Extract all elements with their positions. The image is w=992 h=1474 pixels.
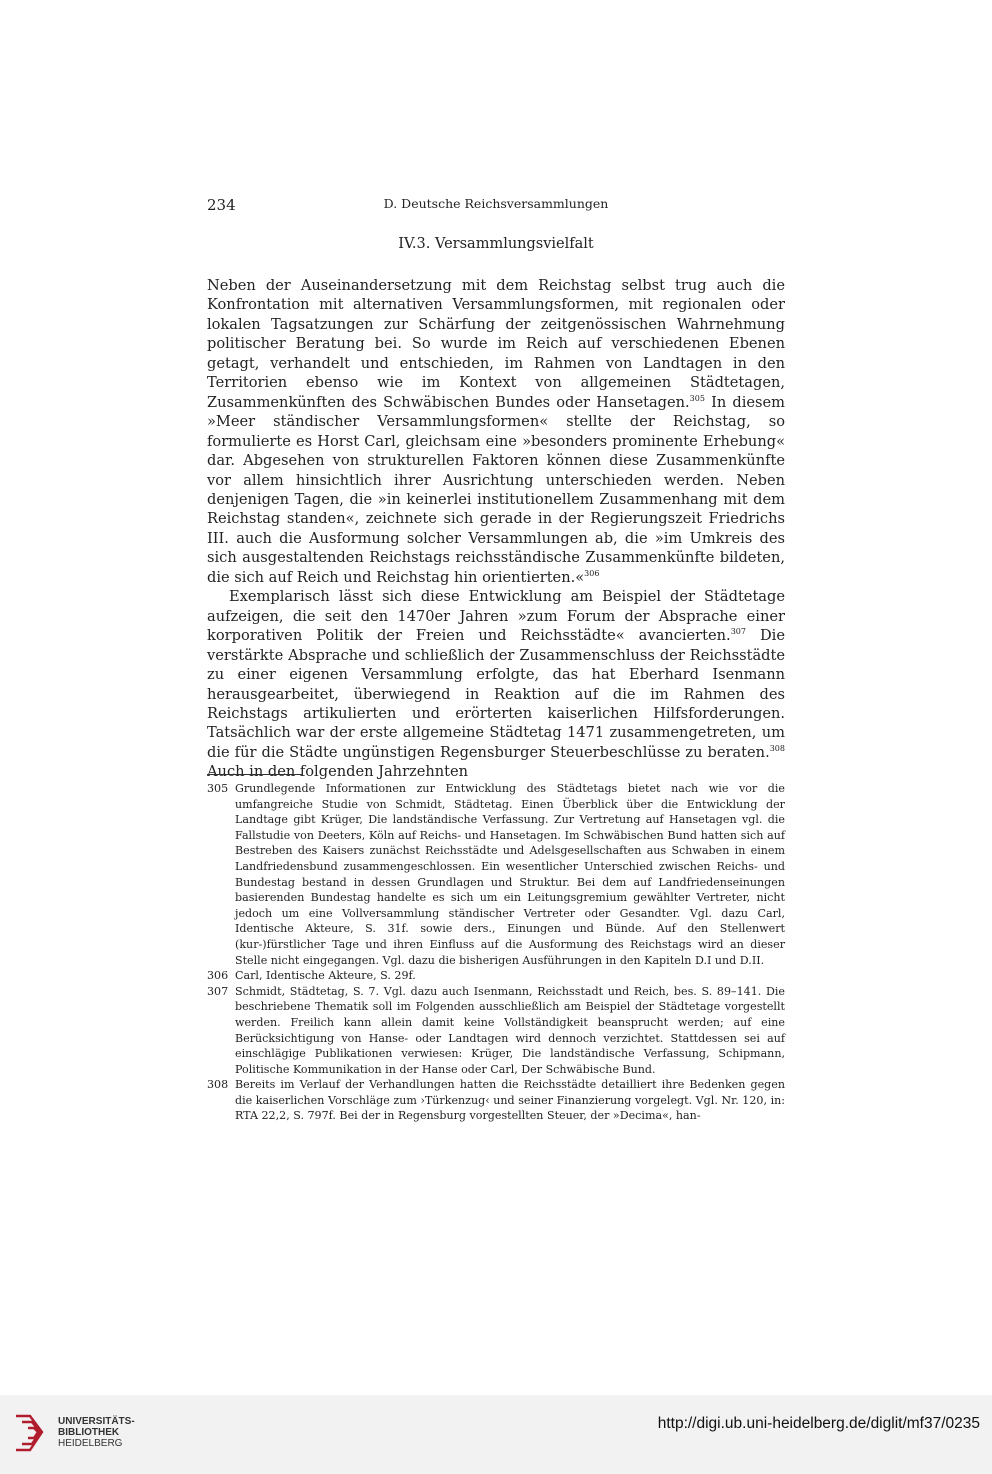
library-logo-icon[interactable] xyxy=(8,1410,56,1456)
library-name-line-2: BIBLIOTHEK xyxy=(58,1427,120,1438)
page-number: 234 xyxy=(207,196,236,214)
footnote-number: 307 xyxy=(207,984,229,998)
footnote-307 xyxy=(207,984,785,1078)
footnotes xyxy=(207,781,785,1124)
paragraph-2-part-a: Exemplarisch lässt sich diese Entwicklung am Beispiel der Städtetage aufzeigen, die seit den 1470er Jahren »zum Forum der Absprache einer korporativen Politik der Freien und Reichsstädte« avancierten. xyxy=(207,588,785,645)
footnote-ref-308[interactable]: 308 xyxy=(769,743,785,753)
paragraph-2 xyxy=(207,587,785,782)
permalink-url[interactable]: http://digi.ub.uni-heidelberg.de/diglit/mf37/0235 xyxy=(657,1415,980,1432)
paragraph-2-part-b: Die verstärkte Absprache und schließlich der Zusammenschluss der Reichsstädte zu einer eigenen Versammlung erfolgte, das hat Eberhard Isenmann herausgearbeitet, überwiegend in Reaktion auf die im Rahmen des Reichstags artikulierten und erörterten kaiserlichen Hilfsforderungen. Tatsächlich war der erste allgemeine Städtetag 1471 zusammengetreten, um die für die Städte ungünstigen Regensburger Steuerbeschlüsse zu beraten. xyxy=(207,627,785,761)
paragraph-2-part-c: Auch in den folgenden Jahrzehnten xyxy=(207,763,469,781)
running-title: D. Deutsche Reichsversammlungen xyxy=(383,196,609,211)
footnote-ref-305[interactable]: 305 xyxy=(689,393,705,403)
footnote-text: Schmidt, Städtetag, S. 7. Vgl. dazu auch Isenmann, Reichsstadt und Reich, bes. S. 89–141. Die beschriebene Thematik soll im Folgenden ausschließlich am Beispiel der Städtetage vorgestellt werden. Freilich kann allein damit keine Vollständigkeit beansprucht werden; auf eine Berücksichtigung von Hanse- oder Landtagen wird dennoch verzichtet. Stattdessen sei auf einschlägige Publikationen verwiesen: Krüger, Die landständische Verfassung, Schipmann, Politische Kommunikation in der Hanse oder Carl, Der Schwäbische Bund. xyxy=(235,984,785,1076)
footnote-number: 305 xyxy=(207,782,229,795)
footnote-number: 306 xyxy=(207,969,229,983)
footnote-305 xyxy=(207,781,785,968)
library-footer xyxy=(0,1395,992,1474)
footnote-divider xyxy=(207,774,303,775)
footnote-text: Bereits im Verlauf der Verhandlungen hatten die Reichsstädte detailliert ihre Bedenken gegen die kaiserlichen Vorschläge zum ›Türkenzug‹ und seiner Finanzierung vorgelegt. Vgl. Nr. 120, in: RTA 22,2, S. 797f. Bei der in Regensburg vorgestellten Steuer, der »Decima«, han- xyxy=(235,1078,785,1123)
footnote-ref-306[interactable]: 306 xyxy=(584,568,600,578)
footnote-306 xyxy=(207,968,785,984)
footnote-text: Carl, Identische Akteure, S. 29f. xyxy=(235,969,416,983)
library-name-line-3: HEIDELBERG xyxy=(58,1438,123,1449)
paragraph-1 xyxy=(207,276,785,587)
body-text xyxy=(207,276,785,782)
paragraph-1-part-b: In diesem »Meer ständischer Versammlungsformen« stellte der Reichstag, so formulierte es Horst Carl, gleichsam eine »besonders prominente Erhebung« dar. Abgesehen von strukturellen Faktoren können diese Zusammenkünfte vor allem hinsichtlich ihrer Ausrichtung unterschieden werden. Neben denjenigen Tagen, die »in keinerlei institutionellem Zusammenhang mit dem Reichstag standen«, zeichnete sich gerade in der Regierungszeit Friedrichs III. auch die Ausformung solcher Versammlungen ab, die »im Umkreis des sich ausgestaltenden Reichstags reichsständische Zusammenkünfte bildeten, die sich auf Reich und Reichstag hin orientierten.« xyxy=(207,393,785,586)
footnote-308 xyxy=(207,1077,785,1124)
library-name xyxy=(58,1416,135,1449)
running-head xyxy=(207,196,785,216)
paragraph-1-part-a: Neben der Auseinandersetzung mit dem Reichstag selbst trug auch die Konfrontation mit alternativen Versammlungsformen, mit regionalen oder lokalen Tagsatzungen zur Schärfung der zeitgenössischen Wahrnehmung politischer Beratung bei. So wurde im Reich auf verschiedenen Ebenen getagt, verhandelt und entschieden, im Rahmen von Landtagen in den Territorien ebenso wie im Kontext von allgemeinen Städtetagen, Zusammenkünften des Schwäbischen Bundes oder Hansetagen. xyxy=(207,277,785,411)
footnote-ref-307[interactable]: 307 xyxy=(730,627,746,637)
footnote-text: Grundlegende Informationen zur Entwicklung des Städtetags bietet nach wie vor die umfangreiche Studie von Schmidt, Städtetag. Einen Überblick über die Entwicklung der Landtage gibt Krüger, Die landständische Verfassung. Zur Vertretung auf Hansetagen vgl. die Fallstudie von Deeters, Köln auf Reichs- und Hansetagen. Im Schwäbischen Bund hatten sich auf Bestreben des Kaisers zunächst Reichsstädte und Adelsgesellschaften aus Schwaben in einem Landfriedensbund zusammengeschlossen. Ein wesentlicher Unterschied zwischen Reichs- und Bundestag bestand in dessen Grundlagen und Struktur. Bei dem auf Landfriedenseinungen basierenden Bundestag handelte es sich um ein Leitungsgremium gewählter Vertreter, nicht jedoch um eine Vollversammlung ständischer Vertreter oder Gesandter. Vgl. dazu Carl, Identische Akteure, S. 31f. sowie ders., Einungen und Bünde. Auf den Stellenwert (kur-)fürstlicher Tage und ihren Einfluss auf die Ausformung des Reichstags wird an dieser Stelle nicht eingegangen. Vgl. dazu die bisherigen Ausführungen in den Kapiteln D.I und D.II. xyxy=(235,782,785,967)
footnote-number: 308 xyxy=(207,1078,229,1092)
library-name-line-1: UNIVERSITÄTS- xyxy=(58,1416,135,1427)
section-heading: IV.3. Versammlungsvielfalt xyxy=(398,236,594,252)
